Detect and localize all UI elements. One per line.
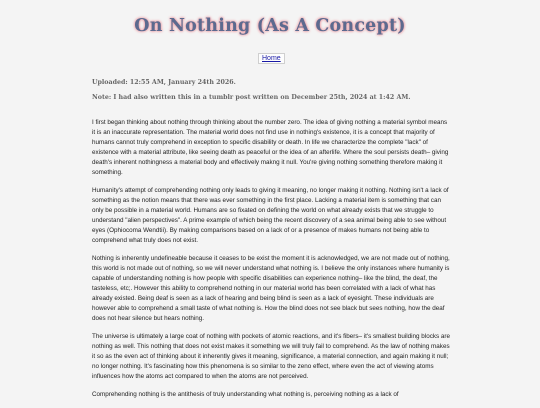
paragraph: Humanity's attempt of comprehending nothing only leads to giving it meaning, no longer making it nothing. Nothing isn't a lack of something as the notion means that there was ever something in the first place. Lacking a material item is something that can only be possible in a material world. Humans are so fixated on defining the world on what already exists that we struggle to understand "alien perspectives". A prime example of which being the recent discovery of a sea animal being able to see without eyes (Ophiocoma Wendtii). By making comparisons based on a lack of or a presence of makes humans not being able to comprehend what truly does not exist. — [92, 187, 449, 244]
upload-timestamp: Uploaded: 12:55 AM, January 24th 2026. — [92, 79, 236, 86]
paragraph: The universe is ultimately a large coat of nothing with pockets of atomic reactions, and it's fibers– it's smallest building blocks are nothing as well. This nothing that does not exist makes it something we will truly fail to comprehend. As the law of nothing makes it so as the even act of thinking about it inherently gives it meaning, significance, a material connection, and again making it null; no longer nothing. It's fascinating how this phenomena is so similar to the zeno effect, where even the act of viewing atoms influences how the atoms act compared to when the atoms are not perceived. — [92, 333, 451, 380]
home-nav-box — [258, 53, 285, 64]
note-text: Note: I had also written this in a tumblr post written on December 25th, 2024 at 1:42 AM. — [92, 94, 411, 101]
page-title: On Nothing (As A Concept) — [134, 16, 406, 36]
home-link[interactable]: Home — [262, 55, 281, 62]
paragraph: Comprehending nothing is the antithesis of truly understanding what nothing is, perceiving nothing as a lack of — [92, 391, 399, 398]
paragraph: Nothing is inherently undefineable because it ceases to be exist the moment it is acknowledged, we are not made out of nothing, this world is not made out of nothing, so we will never understand what nothing is. I believe the only instances where humanity is capable of understanding nothing is how people with specific disabilities can experience nothing– like the blind, the deaf, the tasteless, etc;. However this ability to comprehend nothing in our material world has been correlated with a lack of what has already existed. Being deaf is seen as a lack of hearing and being blind is seen as a lack of eyesight. These individuals are however able to comprehend a small taste of what nothing is. How the blind does not see black but sees nothing, how the deaf does not hear silence but hears nothing. — [92, 255, 450, 322]
article-body — [92, 118, 450, 408]
paragraph: I first began thinking about nothing through thinking about the number zero. The idea of giving nothing a material symbol means it is an inaccurate representation. The material world does not find use in nothing's existence, it is a concept that majority of humans cannot truly comprehend in exception to specific disability or death. In life we characterize the complete "lack" of existence with a material attribute, like seeing death as peaceful or the idea of an afterlife. Where the soul persists death– giving death's inherent nothingness a material body and effectively makng it null. You're giving nothing something therefore making it something. — [92, 119, 449, 176]
